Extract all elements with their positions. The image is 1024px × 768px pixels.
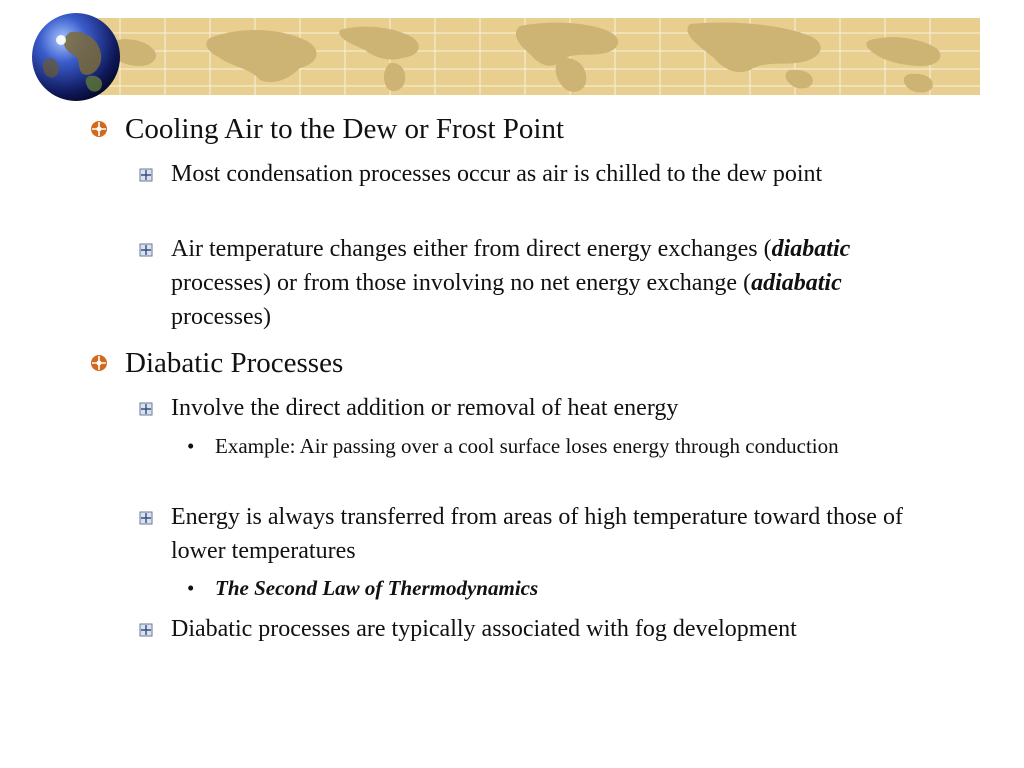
globe-logo [31,12,121,102]
bullet-example-cool-surface: Example: Air passing over a cool surface loses energy through conduction [215,434,839,458]
square-bullet-icon [139,511,153,525]
bullet-text-part: Air temperature changes either from direct energy exchanges ( [171,236,772,262]
bullet-text-part: processes) [171,304,271,330]
term-adiabatic: adiabatic [751,270,842,296]
world-map-graphic [90,18,980,95]
bullet-condensation-processes: Most condensation processes occur as air is chilled to the dew point [171,161,823,187]
orange-bullet-icon [89,353,109,373]
header-map-banner [90,18,980,95]
square-bullet-icon [139,623,153,637]
bullet-direct-addition-removal: Involve the direct addition or removal of heat energy [171,395,679,421]
bullet-second-law: The Second Law of Thermodynamics [215,576,539,600]
bullet-energy-transferred: Energy is always transferred from areas of high temperature toward those of lower temperatures [171,504,903,564]
dot-bullet: • [187,576,195,600]
term-diabatic: diabatic [771,236,851,262]
bullet-heading-cooling-air: Cooling Air to the Dew or Frost Point [125,113,565,145]
bullet-fog-development: Diabatic processes are typically associated with fog development [171,616,797,642]
bullet-air-temperature-changes [171,232,931,334]
bullet-text-part: processes) or from those involving no net energy exchange ( [171,270,752,296]
bullet-heading-diabatic-processes: Diabatic Processes [125,347,344,379]
dot-bullet: • [187,434,195,458]
square-bullet-icon [139,243,153,257]
orange-bullet-icon [89,119,109,139]
square-bullet-icon [139,168,153,182]
square-bullet-icon [139,402,153,416]
